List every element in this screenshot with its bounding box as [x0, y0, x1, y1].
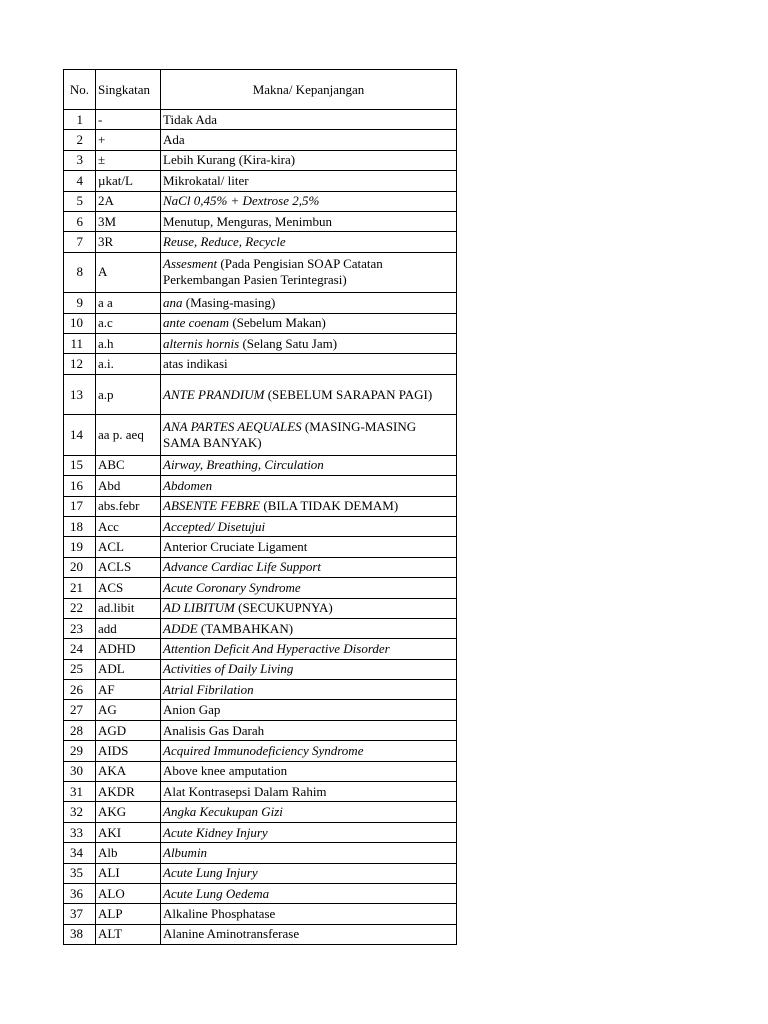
meaning-italic: Acute Coronary Syndrome: [163, 579, 301, 595]
row-abbreviation: abs.febr: [96, 496, 161, 516]
row-number: 24: [64, 639, 96, 659]
row-meaning: [161, 761, 457, 781]
row-meaning: [161, 618, 457, 638]
row-abbreviation: add: [96, 618, 161, 638]
meaning-plain: Anion Gap: [163, 702, 221, 718]
row-meaning: [161, 884, 457, 904]
row-number: 30: [64, 761, 96, 781]
row-meaning: [161, 578, 457, 598]
row-abbreviation: ad.libit: [96, 598, 161, 618]
row-meaning: [161, 680, 457, 700]
row-number: 10: [64, 313, 96, 333]
row-number: 21: [64, 578, 96, 598]
row-number: 16: [64, 476, 96, 496]
row-meaning: [161, 171, 457, 191]
meaning-plain: (Selang Satu Jam): [239, 335, 338, 351]
table-row: [64, 415, 457, 456]
row-meaning: [161, 191, 457, 211]
table-row: [64, 537, 457, 557]
row-abbreviation: 3R: [96, 232, 161, 252]
row-meaning: [161, 496, 457, 516]
row-abbreviation: a a: [96, 293, 161, 313]
meaning-italic: Assesment: [163, 256, 218, 272]
meaning-plain: (BILA TIDAK DEMAM): [260, 498, 399, 514]
table-row: [64, 516, 457, 536]
meaning-plain: Alkaline Phosphatase: [163, 906, 276, 922]
row-number: 2: [64, 130, 96, 150]
row-meaning: [161, 252, 457, 293]
meaning-plain: (Masing-masing): [182, 294, 276, 310]
meaning-italic: Attention Deficit And Hyperactive Disorder: [163, 641, 390, 656]
table-row: [64, 680, 457, 700]
row-number: 7: [64, 232, 96, 252]
row-abbreviation: a.h: [96, 334, 161, 354]
row-abbreviation: ADHD: [96, 639, 161, 659]
table-row: [64, 455, 457, 475]
row-number: 6: [64, 211, 96, 231]
row-abbreviation: ADL: [96, 659, 161, 679]
meaning-plain: Alat Kontrasepsi Dalam Rahim: [163, 783, 327, 799]
meaning-plain: (Pada Pengisian SOAP Catatan Perkembangan Pasien Terintegrasi): [163, 256, 383, 288]
row-abbreviation: a.i.: [96, 354, 161, 374]
table-row: [64, 802, 457, 822]
row-number: 26: [64, 680, 96, 700]
table-row: [64, 904, 457, 924]
row-number: 37: [64, 904, 96, 924]
row-number: 18: [64, 516, 96, 536]
row-number: 3: [64, 150, 96, 170]
table-row: [64, 782, 457, 802]
meaning-plain: Analisis Gas Darah: [163, 722, 265, 738]
row-abbreviation: a.p: [96, 374, 161, 415]
meaning-italic: ana: [163, 294, 183, 310]
row-abbreviation: ACS: [96, 578, 161, 598]
row-number: 29: [64, 741, 96, 761]
row-abbreviation: 3M: [96, 211, 161, 231]
table-row: [64, 171, 457, 191]
row-abbreviation: ACLS: [96, 557, 161, 577]
row-meaning: [161, 130, 457, 150]
row-abbreviation: AGD: [96, 720, 161, 740]
row-number: 32: [64, 802, 96, 822]
row-meaning: [161, 557, 457, 577]
meaning-italic: Angka Kecukupan Gizi: [163, 804, 283, 820]
header-abbreviation: Singkatan: [96, 70, 161, 110]
row-meaning: [161, 211, 457, 231]
row-number: 17: [64, 496, 96, 516]
row-number: 19: [64, 537, 96, 557]
row-abbreviation: AIDS: [96, 741, 161, 761]
meaning-italic: Acute Kidney Injury: [163, 824, 268, 840]
row-number: 13: [64, 374, 96, 415]
row-abbreviation: ALI: [96, 863, 161, 883]
row-abbreviation: A: [96, 252, 161, 293]
row-abbreviation: ACL: [96, 537, 161, 557]
row-abbreviation: ALP: [96, 904, 161, 924]
row-number: 34: [64, 843, 96, 863]
meaning-italic: alternis hornis: [163, 335, 240, 351]
table-row: [64, 130, 457, 150]
meaning-plain: atas indikasi: [163, 356, 228, 372]
row-abbreviation: AKA: [96, 761, 161, 781]
row-meaning: [161, 455, 457, 475]
meaning-italic: ADDE: [163, 620, 198, 636]
meaning-plain: Mikrokatal/ liter: [163, 172, 249, 188]
row-meaning: [161, 700, 457, 720]
row-meaning: [161, 639, 457, 659]
meaning-plain: Anterior Cruciate Ligament: [163, 539, 308, 555]
row-abbreviation: Abd: [96, 476, 161, 496]
row-number: 35: [64, 863, 96, 883]
table-row: [64, 720, 457, 740]
meaning-italic: NaCl 0,45% + Dextrose 2,5%: [163, 193, 320, 209]
table-row: [64, 293, 457, 313]
table-row: [64, 761, 457, 781]
row-abbreviation: ALT: [96, 924, 161, 944]
row-meaning: [161, 863, 457, 883]
row-number: 22: [64, 598, 96, 618]
table-row: [64, 659, 457, 679]
header-meaning: Makna/ Kepanjangan: [161, 70, 457, 110]
row-meaning: [161, 334, 457, 354]
abbreviation-table: [63, 69, 457, 945]
meaning-plain: Lebih Kurang (Kira-kira): [163, 152, 296, 168]
table-row: [64, 211, 457, 231]
meaning-italic: Acute Lung Oedema: [163, 885, 270, 901]
meaning-plain: Alanine Aminotransferase: [163, 926, 300, 942]
row-abbreviation: AG: [96, 700, 161, 720]
row-meaning: [161, 516, 457, 536]
table-row: [64, 924, 457, 944]
row-meaning: [161, 720, 457, 740]
row-meaning: [161, 802, 457, 822]
row-abbreviation: Acc: [96, 516, 161, 536]
row-meaning: [161, 659, 457, 679]
row-abbreviation: +: [96, 130, 161, 150]
row-number: 5: [64, 191, 96, 211]
meaning-italic: Reuse, Reduce, Recycle: [163, 234, 286, 250]
table-row: [64, 884, 457, 904]
table-row: [64, 618, 457, 638]
table-row: [64, 578, 457, 598]
meaning-plain: (SEBELUM SARAPAN PAGI): [264, 386, 433, 402]
row-number: 33: [64, 822, 96, 842]
header-row: [64, 70, 457, 110]
row-number: 14: [64, 415, 96, 456]
row-number: 15: [64, 455, 96, 475]
table-header: [64, 70, 457, 110]
row-abbreviation: AKI: [96, 822, 161, 842]
meaning-italic: Albumin: [163, 844, 208, 860]
meaning-italic: ANA PARTES AEQUALES: [163, 419, 302, 435]
table-row: [64, 334, 457, 354]
table-row: [64, 110, 457, 130]
meaning-italic: AD LIBITUM: [163, 600, 235, 616]
row-number: 1: [64, 110, 96, 130]
header-no: No.: [64, 70, 96, 110]
row-abbreviation: µkat/L: [96, 171, 161, 191]
row-meaning: [161, 904, 457, 924]
row-number: 4: [64, 171, 96, 191]
row-meaning: [161, 537, 457, 557]
row-number: 23: [64, 618, 96, 638]
meaning-italic: Abdomen: [163, 477, 213, 493]
row-number: 31: [64, 782, 96, 802]
meaning-plain: (Sebelum Makan): [229, 315, 326, 331]
meaning-italic: Accepted/ Disetujui: [163, 518, 266, 534]
row-meaning: [161, 293, 457, 313]
table-row: [64, 496, 457, 516]
meaning-plain: (MASING-MASING SAMA BANYAK): [163, 419, 417, 451]
meaning-italic: Airway, Breathing, Circulation: [163, 457, 324, 473]
row-number: 38: [64, 924, 96, 944]
meaning-italic: ABSENTE FEBRE: [163, 498, 261, 514]
table-row: [64, 313, 457, 333]
row-abbreviation: a.c: [96, 313, 161, 333]
table-body: [64, 110, 457, 945]
meaning-italic: Acquired Immunodeficiency Syndrome: [163, 742, 364, 758]
table-row: [64, 476, 457, 496]
row-meaning: [161, 354, 457, 374]
meaning-italic: Activities of Daily Living: [163, 661, 294, 677]
meaning-plain: Above knee amputation: [163, 763, 288, 779]
row-number: 36: [64, 884, 96, 904]
row-abbreviation: AKG: [96, 802, 161, 822]
row-abbreviation: ABC: [96, 455, 161, 475]
row-meaning: [161, 110, 457, 130]
row-abbreviation: aa p. aeq: [96, 415, 161, 456]
meaning-plain: Ada: [163, 132, 185, 148]
table-row: [64, 822, 457, 842]
row-number: 20: [64, 557, 96, 577]
meaning-plain: (SECUKUPNYA): [234, 600, 333, 616]
row-number: 28: [64, 720, 96, 740]
row-abbreviation: ALO: [96, 884, 161, 904]
row-meaning: [161, 232, 457, 252]
row-meaning: [161, 150, 457, 170]
table-row: [64, 191, 457, 211]
row-meaning: [161, 741, 457, 761]
row-abbreviation: -: [96, 110, 161, 130]
row-abbreviation: Alb: [96, 843, 161, 863]
table-row: [64, 354, 457, 374]
row-meaning: [161, 843, 457, 863]
row-meaning: [161, 924, 457, 944]
row-meaning: [161, 598, 457, 618]
table-row: [64, 700, 457, 720]
meaning-plain: Menutup, Menguras, Menimbun: [163, 213, 332, 229]
row-abbreviation: ±: [96, 150, 161, 170]
row-number: 27: [64, 700, 96, 720]
table-row: [64, 557, 457, 577]
row-number: 12: [64, 354, 96, 374]
meaning-italic: Advance Cardiac Life Support: [163, 559, 322, 575]
table-row: [64, 232, 457, 252]
row-meaning: [161, 782, 457, 802]
table-row: [64, 252, 457, 293]
row-number: 9: [64, 293, 96, 313]
meaning-italic: ante coenam: [163, 315, 230, 331]
table-row: [64, 150, 457, 170]
row-meaning: [161, 415, 457, 456]
row-abbreviation: 2A: [96, 191, 161, 211]
row-meaning: [161, 822, 457, 842]
row-number: 11: [64, 334, 96, 354]
meaning-italic: Acute Lung Injury: [163, 865, 258, 881]
meaning-plain: Tidak Ada: [163, 111, 218, 127]
table-row: [64, 639, 457, 659]
row-abbreviation: AF: [96, 680, 161, 700]
table-row: [64, 741, 457, 761]
row-meaning: [161, 313, 457, 333]
row-meaning: [161, 374, 457, 415]
meaning-italic: ANTE PRANDIUM: [163, 386, 265, 402]
row-number: 25: [64, 659, 96, 679]
meaning-plain: (TAMBAHKAN): [197, 620, 294, 636]
table-row: [64, 374, 457, 415]
meaning-italic: Atrial Fibrilation: [163, 681, 254, 697]
table-row: [64, 863, 457, 883]
table-row: [64, 843, 457, 863]
row-number: 8: [64, 252, 96, 293]
table-row: [64, 598, 457, 618]
row-abbreviation: AKDR: [96, 782, 161, 802]
row-meaning: [161, 476, 457, 496]
